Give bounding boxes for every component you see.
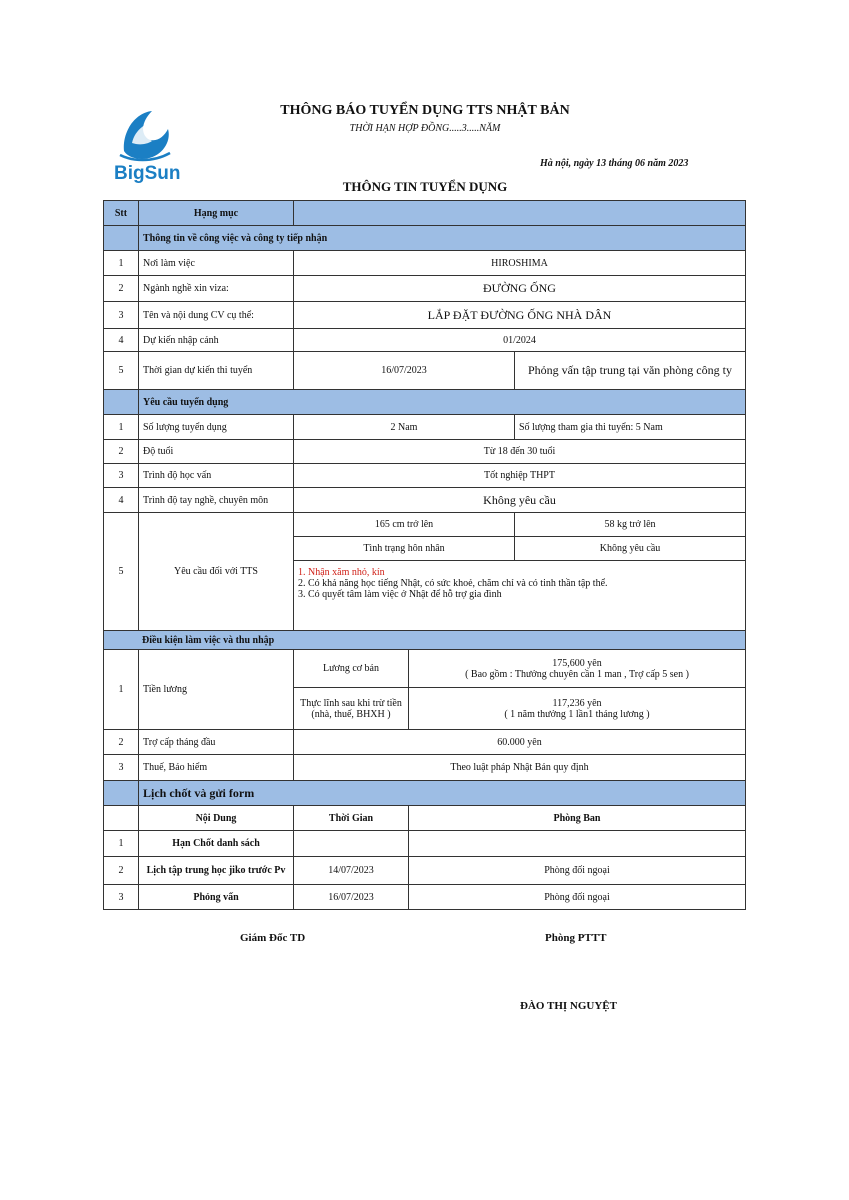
table-row: 1 Nơi làm việc HIROSHIMA bbox=[104, 251, 746, 276]
section-conditions: Điều kiện làm việc và thu nhập bbox=[104, 631, 746, 650]
table-row: 3 Thuế, Bảo hiểm Theo luật pháp Nhật Bản quy định bbox=[104, 755, 746, 781]
signature-name: ĐÀO THỊ NGUYỆT bbox=[520, 1000, 617, 1012]
table-row: 2 Trợ cấp tháng đầu 60.000 yên bbox=[104, 730, 746, 755]
table-row: 1 Số lượng tuyển dụng 2 Nam Số lượng tham gia thi tuyển: 5 Nam bbox=[104, 415, 746, 440]
contract-term: THỜI HẠN HỢP ĐỒNG.....3.....NĂM bbox=[349, 123, 501, 134]
table-row: 5 Yêu cầu đối với TTS 165 cm trở lên 58 kg trở lên bbox=[104, 513, 746, 537]
table-row: 4 Dự kiến nhập cảnh 01/2024 bbox=[104, 329, 746, 352]
table-row: 4 Trình độ tay nghề, chuyên môn Không yêu cầu bbox=[104, 488, 746, 513]
tts-notes: 1. Nhận xăm nhỏ, kín 2. Có khả năng học tiếng Nhật, có sức khoẻ, chăm chỉ và có tinh thần tập thể. 3. Có quyết tâm làm việc ở Nhật để hỗ trợ gia đình bbox=[294, 561, 746, 631]
table-row: 3 Tên và nội dung CV cụ thể: LẮP ĐẶT ĐƯỜNG ỐNG NHÀ DÂN bbox=[104, 302, 746, 329]
page-title: THÔNG BÁO TUYỂN DỤNG TTS NHẬT BẢN bbox=[280, 103, 570, 118]
signature-department: Phòng PTTT bbox=[545, 932, 607, 944]
bigsun-logo bbox=[112, 103, 182, 189]
table-row: 1 Tiền lương Lương cơ bản 175,600 yên ( Bao gồm : Thưởng chuyên cần 1 man , Trợ cấp 5 sen ) bbox=[104, 650, 746, 688]
issue-date: Hà nội, ngày 13 tháng 06 năm 2023 bbox=[540, 158, 689, 169]
table-row: 3 Phỏng vấn 16/07/2023 Phòng đối ngoại bbox=[104, 885, 746, 910]
section-schedule: Lịch chốt và gửi form bbox=[139, 781, 746, 806]
table-row: 3 Trình độ học vấn Tốt nghiệp THPT bbox=[104, 464, 746, 488]
section-job-info: Thông tin về công việc và công ty tiếp nhận bbox=[139, 226, 746, 251]
section-title: THÔNG TIN TUYỂN DỤNG bbox=[342, 179, 508, 194]
table-row: 2 Lịch tập trung học jiko trước Pv 14/07/2023 Phòng đối ngoại bbox=[104, 857, 746, 885]
table-row: 2 Độ tuổi Từ 18 đến 30 tuổi bbox=[104, 440, 746, 464]
schedule-header: Nội Dung Thời Gian Phòng Ban bbox=[104, 806, 746, 831]
table-row: 2 Ngành nghề xin viza: ĐƯỜNG ỐNG bbox=[104, 276, 746, 302]
header-item: Hạng mục bbox=[139, 201, 294, 226]
signature-director: Giám Đốc TD bbox=[240, 932, 306, 944]
table-row: 5 Thời gian dự kiến thi tuyển 16/07/2023 Phỏng vấn tập trung tại văn phòng công ty bbox=[104, 352, 746, 390]
table-row: 1 Hạn Chốt danh sách bbox=[104, 831, 746, 857]
logo-text: BigSun bbox=[114, 163, 181, 184]
section-requirements: Yêu cầu tuyển dụng bbox=[139, 390, 746, 415]
recruitment-table: Stt Hạng mục Thông tin về công việc và công ty tiếp nhận 1 Nơi làm việc HIROSHIMA 2 Ngành nghề xin viza: ĐƯỜNG ỐNG 3 Tên và nội dung CV cụ thể: LẮP ĐẶT ĐƯỜNG ỐNG NHÀ DÂN 4 Dự kiến nhập cảnh 01/2024 5 Thời gian dự kiến thi tuyển 16/07/2023 Phỏng vấn tập trung tại văn phòng công ty Yêu cầu tuyển dụng 1 Số lượng tuyển dụng 2 Nam Số lượng tham gia thi tuyển: 5 Nam 2 Độ tuổi Từ 18 đến 30 tuổi 3 Trình độ học vấn Tốt nghiệp THPT 4 Trình độ tay nghề, chuyên môn Không yêu cầu 5 Yêu cầu đối với TTS 165 cm trở lên 58 kg trở lên Tình trạng hôn nhân Không yêu cầu 1. Nhận xăm nhỏ, kín 2. Có khả năng học tiếng Nhật, có sức khoẻ, chăm chỉ và có tinh thần tập thể. 3. Có quyết tâm làm việc ở Nhật để hỗ trợ gia đình Điều kiện làm việc và thu nhập 1 Tiền lương Lương cơ bản 175,600 yên ( Bao gồm : Thưởng chuyên cần 1 man , Trợ cấp 5 sen ) Thực lĩnh sau khi trừ tiền (nhà, thuế, BHXH ) 117,236 yên ( 1 năm thưởng 1 lần1 tháng lương ) 2 Trợ cấp tháng đầu 60.000 yên 3 Thuế, Bảo hiểm Theo luật pháp Nhật Bản quy định Lịch chốt và gửi form Nội Dung Thời Gian Phòng Ban 1 Hạn Chốt danh sách 2 Lịch tập trung học jiko trước Pv 14/07/2023 Phòng đối ngoại 3 Phỏng vấn 16/07/2023 Phòng đối ngoại bbox=[103, 200, 746, 910]
header-stt: Stt bbox=[104, 201, 139, 226]
